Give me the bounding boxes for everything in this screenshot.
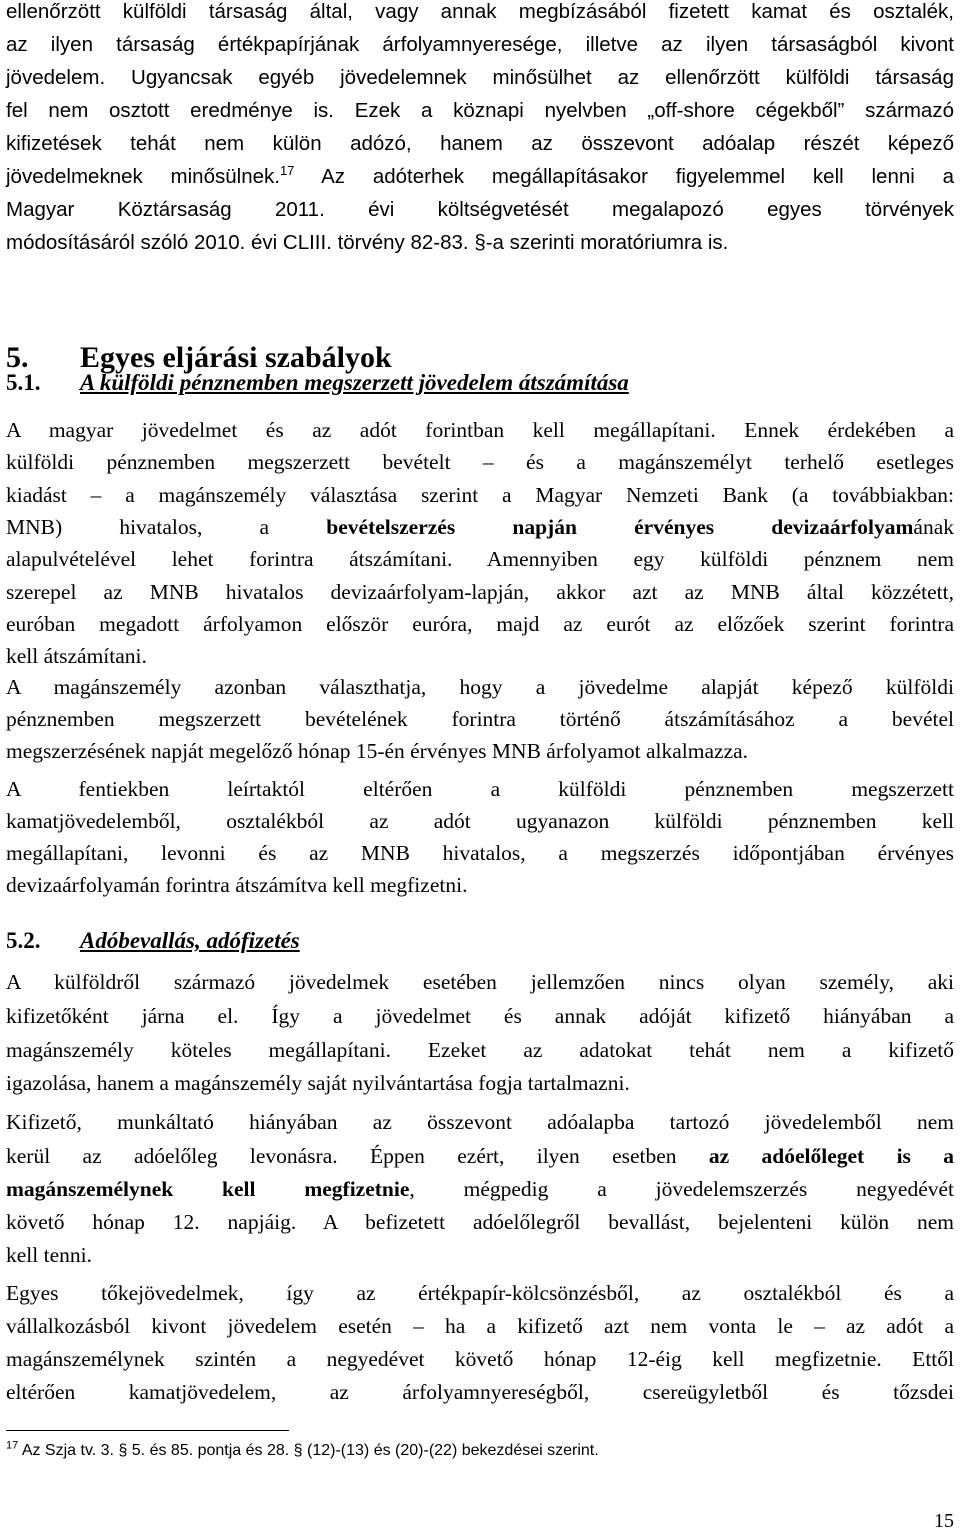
text-line	[6, 479, 954, 511]
text-line	[6, 446, 954, 478]
text-line	[6, 773, 954, 805]
text-run: kerül az adóelőleg levonásra. Éppen ezért, ilyen esetben	[6, 1144, 709, 1168]
bold-text: magánszemélynek kell megfizetnie	[6, 1177, 410, 1201]
text-line	[6, 1140, 954, 1172]
text-line	[6, 1034, 954, 1066]
text-run: követő hónap 12. napjáig. A befizetett adóelőlegről bevallást, bejelenteni külön nem	[6, 1210, 954, 1234]
text-run: vállalkozásból kivont jövedelem esetén – ha a kifizető azt nem vonta le – az adót a	[6, 1314, 954, 1338]
text-line	[6, 62, 954, 94]
text-run: pénznemben megszerzett bevételének forintra történő átszámításához a bevétel	[6, 707, 954, 731]
footnote	[6, 1438, 599, 1464]
text-run: megállapítani, levonni és az MNB hivatalos, a megszerzés időpontjában érvényes	[6, 841, 954, 865]
text-line	[6, 837, 954, 869]
text-line	[6, 576, 954, 608]
text-run: MNB) hivatalos, a	[6, 515, 327, 539]
text-run: alapulvételével lehet forintra átszámítani. Amennyiben egy külföldi pénznem nem	[6, 547, 954, 571]
footnote-divider	[6, 1430, 289, 1431]
text-line	[6, 608, 954, 640]
text-run: jövedelmeknek minősülnek.	[6, 165, 280, 188]
section-heading-5-2	[6, 924, 300, 958]
text-run: megszerzésének napját megelőző hónap 15-én érvényes MNB árfolyamot alkalmazza.	[6, 739, 749, 763]
footnote-text: Az Szja tv. 3. § 5. és 85. pontja és 28. § (12)-(13) és (20)-(22) bekezdései szerint.	[18, 1442, 599, 1459]
text-run: kell átszámítani.	[6, 644, 147, 668]
text-run: magánszemély köteles megállapítani. Ezeket az adatokat tehát nem a kifizető	[6, 1038, 954, 1062]
text-run: külföldi pénznemben megszerzett bevételt – és a magánszemélyt terhelő esetleges	[6, 450, 954, 474]
text-run: módosításáról szóló 2010. évi CLIII. törvény 82-83. §-a szerinti moratóriumra is.	[6, 231, 729, 254]
heading-number: 5.1.	[6, 370, 41, 395]
text-run: magánszemélynek szintén a negyedévet követő hónap 12-éig kell megfizetnie. Ettől	[6, 1347, 954, 1371]
text-line	[6, 1239, 954, 1271]
text-line	[6, 703, 954, 735]
footnote-reference[interactable]: 17	[279, 163, 295, 179]
text-run: A magánszemély azonban választhatja, hogy a jövedelme alapját képező külföldi	[6, 675, 954, 699]
text-run: fel nem osztott eredménye is. Ezek a köznapi nyelvben „off-shore cégekből” származó	[6, 99, 954, 122]
heading-number: 5.	[6, 341, 29, 374]
text-line	[6, 735, 954, 767]
text-run: Az adóterhek megállapításakor figyelemmel kell lenni a	[294, 165, 955, 188]
text-line	[6, 161, 954, 193]
text-line	[6, 1206, 954, 1238]
text-line	[6, 640, 954, 672]
text-run: A külföldről származó jövedelmek esetében jellemzően nincs olyan személy, aki	[6, 970, 954, 994]
text-run: kifizetőként járna el. Így a jövedelmet és annak adóját kifizető hiányában a	[6, 1004, 954, 1028]
text-run: kifizetések tehát nem külön adózó, hanem az összevont adóalap részét képező	[6, 132, 954, 155]
text-line	[6, 966, 954, 998]
text-run: ának	[913, 515, 955, 539]
text-run: A fentiekben leírtaktól eltérően a külföldi pénznemben megszerzett	[6, 777, 954, 801]
text-line	[6, 414, 954, 446]
text-run: jövedelem. Ugyancsak egyéb jövedelemnek minősülhet az ellenőrzött külföldi társaság	[6, 66, 954, 89]
text-line	[6, 1067, 954, 1099]
text-line	[6, 805, 954, 837]
heading-number: 5.2.	[6, 928, 41, 953]
text-run: euróban megadott árfolyamon először euróra, majd az eurót az előzőek szerint forintra	[6, 612, 954, 636]
text-line	[6, 671, 954, 703]
text-run: Magyar Köztársaság 2011. évi költségvetését megalapozó egyes törvények	[6, 198, 954, 221]
text-run: kell tenni.	[6, 1243, 92, 1267]
text-line	[6, 95, 954, 127]
text-run: igazolása, hanem a magánszemély saját nyilvántartása fogja tartalmazni.	[6, 1071, 630, 1095]
text-line	[6, 128, 954, 160]
bold-text: az adóelőleget is a	[708, 1144, 955, 1168]
text-run: ellenőrzött külföldi társaság által, vagy annak megbízásából fizetett kamat és osztalék,	[6, 0, 954, 23]
text-line	[6, 1000, 954, 1032]
text-run: szerepel az MNB hivatalos devizaárfolyam-lapján, akkor azt az MNB által közzétett,	[6, 580, 954, 604]
text-line	[6, 1277, 954, 1309]
text-line	[6, 1343, 954, 1375]
text-run: kamatjövedelemből, osztalékból az adót ugyanazon külföldi pénznemben kell	[6, 809, 954, 833]
footnote-number: 17	[6, 1439, 19, 1452]
text-run: , mégpedig a jövedelemszerzés negyedévét	[409, 1177, 954, 1201]
heading-title: Adóbevallás, adófizetés	[80, 928, 300, 953]
heading-title: Egyes eljárási szabályok	[80, 341, 392, 374]
text-line	[6, 511, 954, 543]
text-line	[6, 194, 954, 226]
text-line	[6, 1106, 954, 1138]
text-run: Egyes tőkejövedelmek, így az értékpapír-kölcsönzésből, az osztalékból és a	[6, 1281, 954, 1305]
text-line	[6, 1376, 954, 1408]
text-line	[6, 1310, 954, 1342]
text-run: eltérően kamatjövedelem, az árfolyamnyereségből, csereügyletből és tőzsdei	[6, 1380, 954, 1404]
text-line	[6, 869, 954, 901]
text-line	[6, 1173, 954, 1205]
text-line	[6, 29, 954, 61]
text-run: devizaárfolyamán forintra átszámítva kell megfizetni.	[6, 873, 468, 897]
heading-title: A külföldi pénznemben megszerzett jövedelem átszámítása	[80, 370, 629, 395]
section-heading-5-1	[6, 366, 629, 400]
text-line	[6, 0, 954, 28]
text-run: az ilyen társaság értékpapírjának árfolyamnyeresége, illetve az ilyen társaságból kivont	[6, 33, 954, 56]
text-line	[6, 227, 954, 259]
text-line	[6, 543, 954, 575]
bold-text: bevételszerzés napján érvényes devizaárfolyam	[326, 515, 914, 539]
text-run: kiadást – a magánszemély választása szerint a Magyar Nemzeti Bank (a továbbiakban:	[6, 483, 954, 507]
page-number: 15	[934, 1510, 954, 1532]
text-run: Kifizető, munkáltató hiányában az összevont adóalapba tartozó jövedelemből nem	[6, 1110, 954, 1134]
text-run: A magyar jövedelmet és az adót forintban kell megállapítani. Ennek érdekében a	[6, 418, 954, 442]
